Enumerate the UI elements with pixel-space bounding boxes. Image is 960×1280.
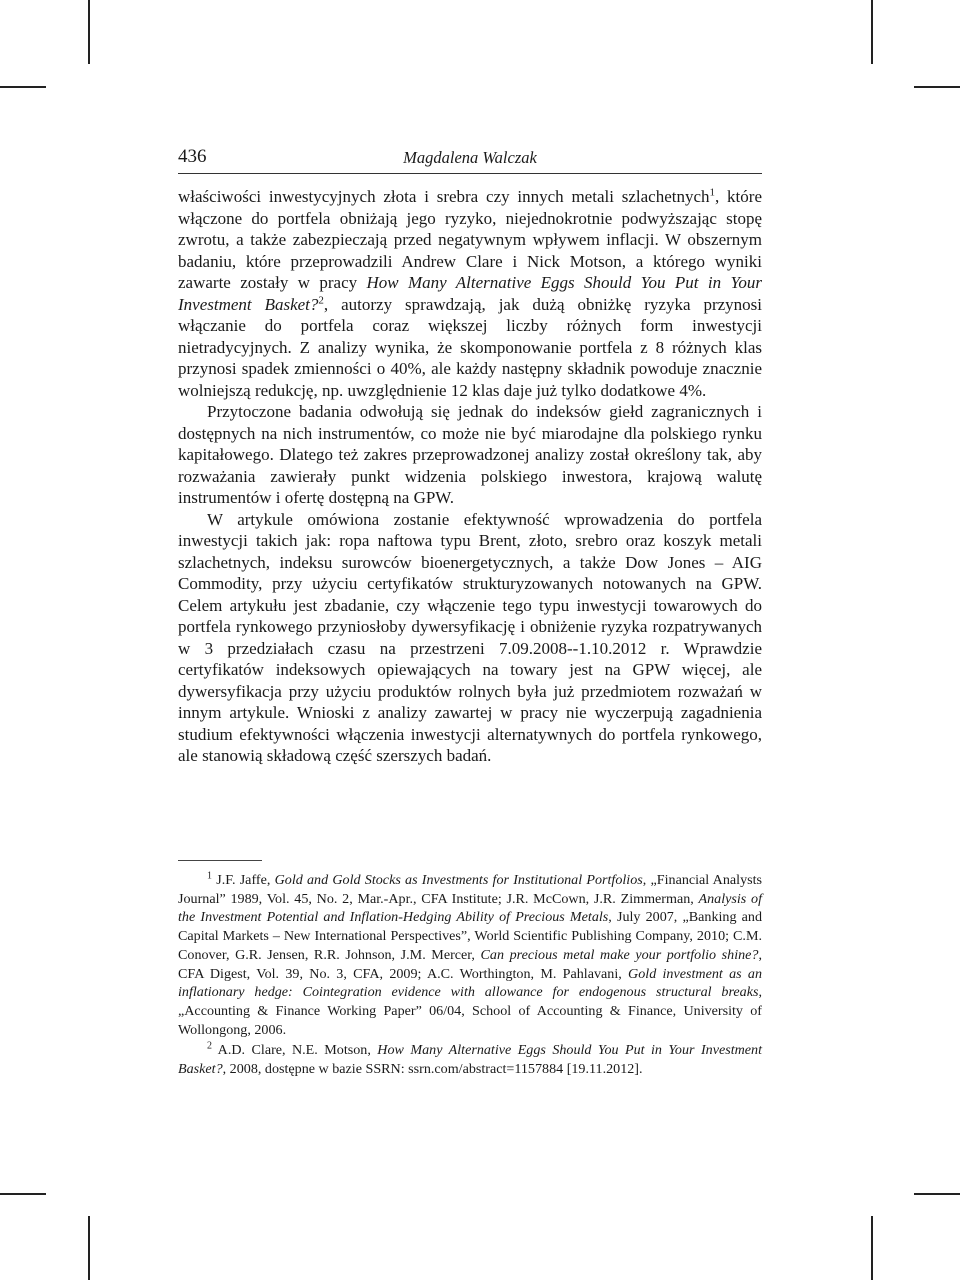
crop-mark-bottom-right bbox=[871, 1216, 873, 1280]
running-head-author: Magdalena Walczak bbox=[403, 148, 537, 167]
footnote-ref-1[interactable]: 1 bbox=[709, 186, 716, 199]
footnotes bbox=[178, 871, 762, 1081]
footnote-2: $^2$ A.D. Clare, N.E. Motson, How Many Alternative Eggs Should You Put in Your Investment Basket?, 2008, dostępne w bazie SSRN: ssrn.com/abstract=1157884 [19.11.2012]. bbox=[178, 1040, 763, 1078]
crop-mark-right-top bbox=[914, 86, 960, 88]
cited-title: How Many Alternative Eggs Should You Put in Your Investment Basket? bbox=[178, 273, 762, 314]
footnote-number: 1 bbox=[207, 870, 212, 882]
footnote-rule bbox=[178, 860, 262, 861]
footnote-ref-2[interactable]: 2 bbox=[318, 293, 324, 306]
footnote-number: 2 bbox=[207, 1040, 212, 1052]
crop-mark-left-top bbox=[0, 86, 46, 88]
paragraph-2: Przytoczone badania odwołują się jednak do indeksów giełd zagranicznych i dostępnych na nich instrumentów, co może nie być miarodajne dla polskiego rynku kapitałowego. Dlatego też zakres przeprowadzonej analizy został określony tak, aby rozważania zawierały punkt widzenia polskiego inwestora, krajową walutę instrumentów i ofertę dostępną na GPW. bbox=[178, 402, 762, 507]
paragraph-3: W artykule omówiona zostanie efektywność wprowadzenia do portfela inwestycji takich jak: ropa naftowa typu Brent, złoto, srebro oraz koszyk metali szlachetnych, indeksu surowców bioenergetycznych, a także Dow Jones – AIG Commodity, przy użyciu certyfikatów strukturyzowanych notowanych na GPW. Celem artykułu jest zbadanie, czy włączenie tego typu inwestycji towarowych do portfela rynkowego przyniosłoby dywersyfikację i obniżenie ryzyka rozpatrywanych w 3 przedziałach czasu na przestrzeni 7.09.2008-​-1.10.2012 r. Wprawdzie certyfikatów indeksowych opiewających na towary jest na GPW więcej, ale dywersyfikacja przy użyciu produktów rolnych była już przedmiotem rozważań w innym artykule. Wnioski z analizy zawartej w pracy nie wyczerpują zagadnienia studium efektywności włączenia inwestycji alternatywnych do portfela rynkowego, ale stanowią składową część szerszych badań. bbox=[178, 509, 762, 765]
crop-mark-left-bottom bbox=[0, 1193, 46, 1195]
crop-mark-right-bottom bbox=[914, 1193, 960, 1195]
crop-mark-top-left bbox=[88, 0, 90, 64]
running-header bbox=[178, 146, 762, 170]
footnote-1: $^1$ J.F. Jaffe, Gold and Gold Stocks as Investments for Institutional Portfolios, „Financial Analysts Journal” 1989, Vol. 45, No. 2, Mar.-Apr., CFA Institute; J.R. McCown, J.R. Zimmerman, Analysis of the Investment Potential and Inflation-Hedging Ability of Precious Metals, July 2007, „Banking and Capital Markets – New International Perspectives”, World Scientific Publishing Company, 2010; C.M. Conover, G.R. Jensen, R.R. Johnson, J.M. Mercer, Can precious metal make your portfolio shine?, CFA Digest, Vol. 39, No. 3, CFA, 2009; A.C. Worthington, M. Pahlavani, Gold investment as an inflationary hedge: Cointegration evidence with allowance for endogenous structural breaks, „Accounting & Finance Working Paper” 06/04, School of Accounting & Finance, University of Wollongong, 2006. bbox=[178, 870, 763, 1038]
paragraph-1: właściwości inwestycyjnych złota i srebra czy innych metali szlachetnych$^1$, które włączone do portfela obniżają jego ryzyko, niejednokrotnie podwyższając stopę zwrotu, a także zabezpieczają przed negatywnym wpływem inflacji. W obszernym badaniu, które przeprowadzili Andrew Clare i Nick Motson, a którego wyniki zawarte zostały w pracy How Many Alternative Eggs Should You Put in Your Investment Basket?$^2$, autorzy sprawdzają, jak dużą obniżkę ryzyka przynosi włączanie do portfela coraz większej liczby różnych form inwestycji nietradycyjnych. Z analizy wynika, że skomponowanie portfela z 8 różnych klas przynosi spadek zmienności o 40%, ale każdy następny składnik powoduje znacznie wolniejszą redukcję, np. uwzględnienie 12 klas daje już tylko dodatkowe 4%. bbox=[178, 186, 762, 400]
page-number: 436 bbox=[178, 146, 207, 167]
body-text bbox=[178, 186, 762, 767]
header-rule bbox=[178, 173, 762, 174]
crop-mark-top-right bbox=[871, 0, 873, 64]
crop-mark-bottom-left bbox=[88, 1216, 90, 1280]
